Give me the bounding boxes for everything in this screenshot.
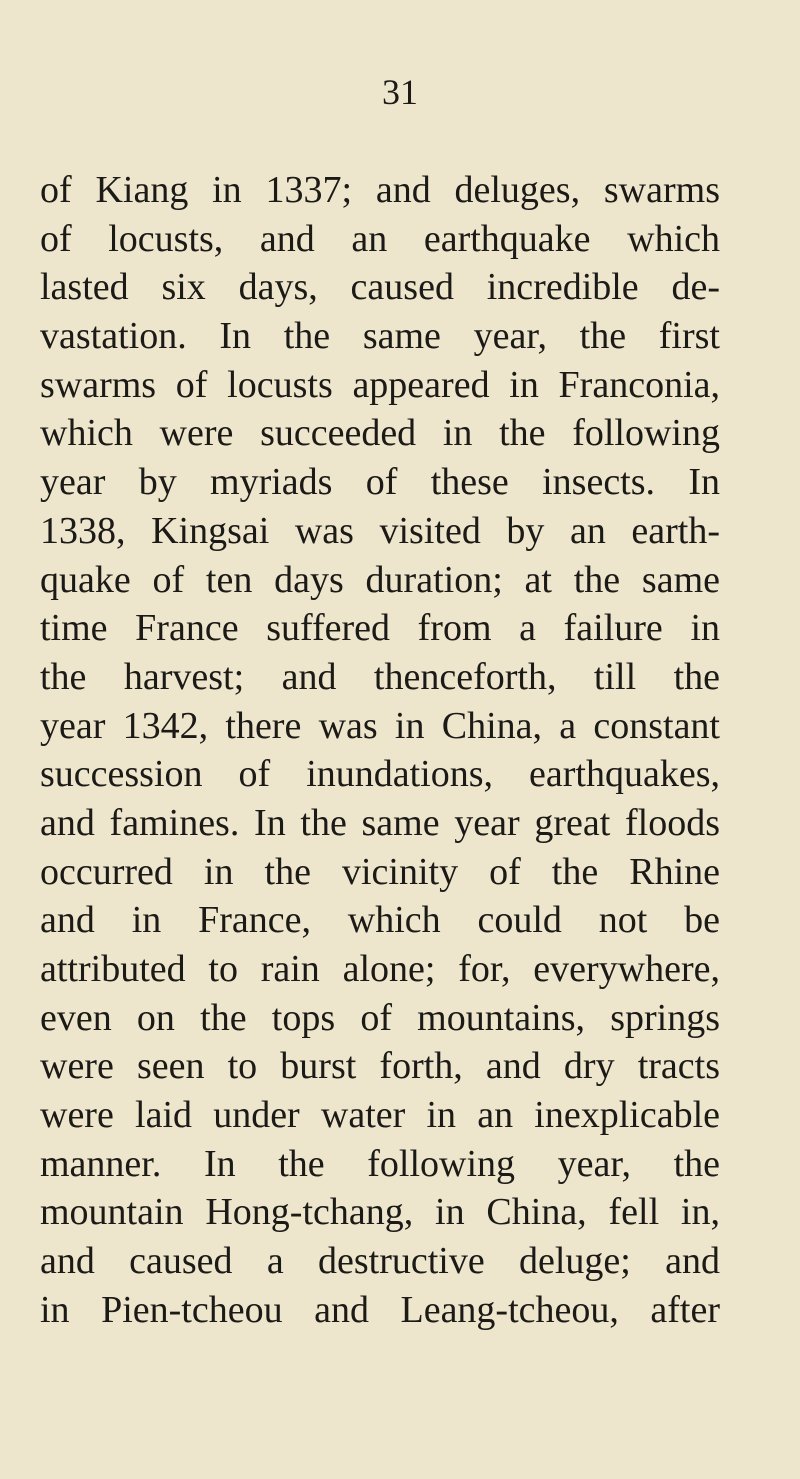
text-line: vastation. In the same year, the first [40,315,720,358]
text-line: time France suffered from a failure in [40,607,720,650]
text-line: swarms of locusts appeared in Franconia, [40,363,720,406]
text-line: attributed to rain alone; for, everywhere, [40,948,720,990]
text-line: in Pien-tcheou and Leang-tcheou, after [40,1288,720,1331]
text-line: quake of ten days duration; at the same [40,558,720,601]
text-line: and caused a destructive deluge; and [40,1240,720,1283]
text-line: mountain Hong-tchang, in China, fell in, [40,1191,720,1234]
text-line: were laid under water in an inexplicable [40,1094,720,1137]
text-line: and famines. In the same year great floods [40,801,720,844]
text-line: lasted six days, caused incredible de- [40,266,720,309]
text-line: 1338, Kingsai was visited by an earth- [40,509,720,552]
text-line: year by myriads of these insects. In [40,461,720,504]
text-line: succession of inundations, earthquakes, [40,753,720,796]
text-line: the harvest; and thenceforth, till the [40,655,720,698]
text-line: which were succeeded in the following [40,412,720,455]
text-line: of Kiang in 1337; and deluges, swarms [40,169,720,211]
text-line: manner. In the following year, the [40,1142,720,1185]
text-line: even on the tops of mountains, springs [40,996,720,1039]
text-line: occurred in the vicinity of the Rhine [40,850,720,893]
text-line: of locusts, and an earthquake which [40,217,720,260]
page-number: 31 [382,72,418,112]
body-text [40,166,720,1335]
text-line: and in France, which could not be [40,899,720,942]
text-line: were seen to burst forth, and dry tracts [40,1045,720,1088]
text-line: year 1342, there was in China, a constant [40,704,720,747]
